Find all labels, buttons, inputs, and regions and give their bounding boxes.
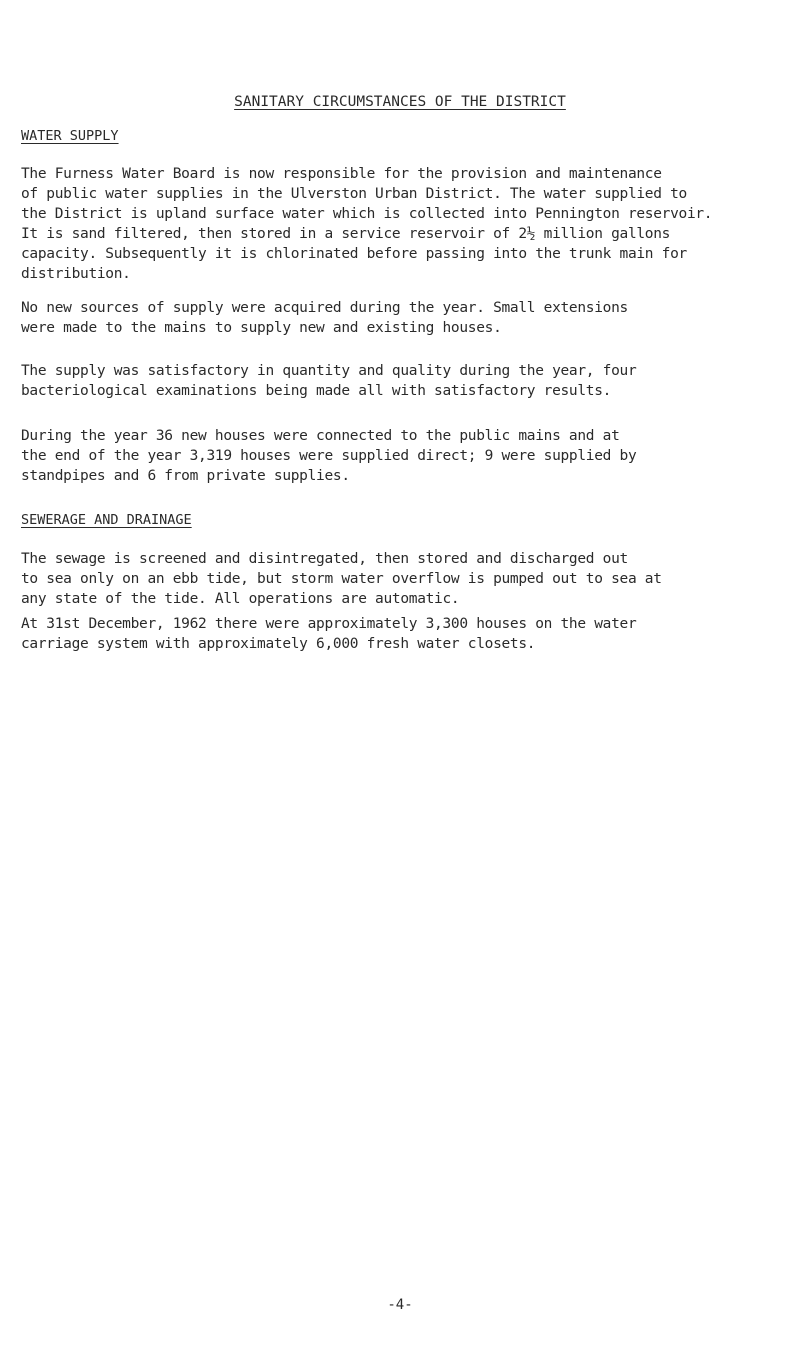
sewerage-paragraph-2: At 31st December, 1962 there were approximately 3,300 houses on the water carriage system with approximately 6,000 fresh water closets. bbox=[21, 616, 637, 652]
water-supply-paragraph-3: The supply was satisfactory in quantity and quality during the year, four bacteriological examinations being made all with satisfactory results. bbox=[21, 363, 637, 399]
sewerage-paragraph-1: The sewage is screened and disintregated, then stored and discharged out to sea only on an ebb tide, but storm water overflow is pumped out to sea at any state of the tide. All operations are automatic. bbox=[21, 551, 662, 607]
water-supply-paragraph-1: The Furness Water Board is now responsible for the provision and maintenance of public water supplies in the Ulverston Urban District. The water supplied to the District is upland surface water which is collected into Pennington reservoir. It is sand filtered, then stored in a service reservoir of 2½ million gallons capacity. Subsequently it is chlorinated before passing into the trunk main for distribution. bbox=[21, 166, 713, 282]
document-title: SANITARY CIRCUMSTANCES OF THE DISTRICT bbox=[234, 94, 566, 110]
section-heading-water-supply: WATER SUPPLY bbox=[21, 128, 119, 144]
water-supply-paragraph-4: During the year 36 new houses were connected to the public mains and at the end of the year 3,319 houses were supplied direct; 9 were supplied by standpipes and 6 from private supplies. bbox=[21, 428, 637, 484]
page-number: -4- bbox=[387, 1297, 413, 1313]
water-supply-paragraph-2: No new sources of supply were acquired during the year. Small extensions were made to the mains to supply new and existing houses. bbox=[21, 300, 628, 336]
section-heading-sewerage-drainage: SEWERAGE AND DRAINAGE bbox=[21, 512, 192, 528]
